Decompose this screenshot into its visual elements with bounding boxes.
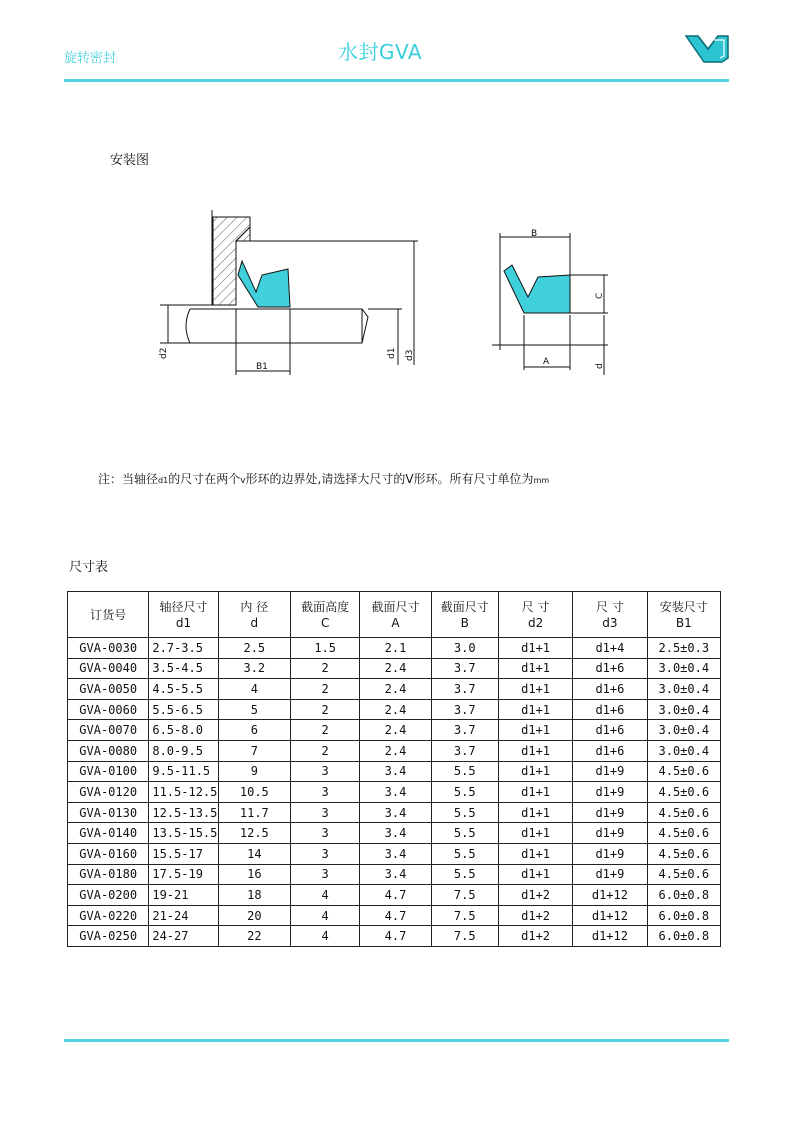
table-cell: 2.5 [218,638,290,659]
table-cell: 2 [291,658,360,679]
label-d1: d1 [387,347,397,359]
table-cell: GVA-0220 [68,905,149,926]
table-cell: 17.5-19 [149,864,218,885]
table-cell: 2 [291,699,360,720]
table-row [68,658,721,679]
table-cell: 2.7-3.5 [149,638,218,659]
table-cell: 4.5±0.6 [647,864,720,885]
table-cell: 2 [291,740,360,761]
table-cell: 2.4 [360,679,431,700]
table-cell: 1.5 [291,638,360,659]
table-cell: GVA-0200 [68,885,149,906]
table-cell: 3 [291,823,360,844]
note-prefix: 注：当轴径 [98,472,159,486]
table-cell: 20 [218,905,290,926]
table-cell: 4.5±0.6 [647,823,720,844]
table-cell: 5.5 [431,843,498,864]
table-cell: GVA-0070 [68,720,149,741]
table-cell: 3 [291,782,360,803]
table-cell: 10.5 [218,782,290,803]
table-cell: 3.7 [431,679,498,700]
table-cell: 2 [291,679,360,700]
table-cell: 4.7 [360,905,431,926]
table-cell: 3 [291,864,360,885]
table-cell: GVA-0140 [68,823,149,844]
table-cell: 7.5 [431,905,498,926]
header-cell: 安装尺寸 B1 [647,592,720,638]
table-cell: 3.4 [360,761,431,782]
table-cell: 3.0±0.4 [647,740,720,761]
table-cell: 6.0±0.8 [647,905,720,926]
table-cell: 11.5-12.5 [149,782,218,803]
table-cell: 7 [218,740,290,761]
table-row [68,905,721,926]
table-cell: d1+12 [573,885,647,906]
table-cell: d1+2 [498,905,572,926]
table-cell: 5.5 [431,864,498,885]
installed-seal [238,261,290,307]
installation-title: 安装图 [110,153,150,168]
header-cell: 轴径尺寸 d1 [149,592,218,638]
table-cell: d1+1 [498,638,572,659]
table-cell: 7.5 [431,926,498,947]
label-d: d [595,363,605,369]
table-cell: d1+9 [573,782,647,803]
table-cell: 3.4 [360,802,431,823]
table-cell: GVA-0080 [68,740,149,761]
table-cell: 3.5-4.5 [149,658,218,679]
table-cell: 3 [291,761,360,782]
header-cell: 尺 寸 d3 [573,592,647,638]
note-mid: 的尺寸在两个 [168,472,241,486]
table-cell: 19-21 [149,885,218,906]
table-cell: 8.0-9.5 [149,740,218,761]
table-cell: 4 [291,926,360,947]
table-cell: GVA-0040 [68,658,149,679]
table-cell: d1+1 [498,658,572,679]
table-cell: 16 [218,864,290,885]
table-cell: GVA-0180 [68,864,149,885]
table-cell: GVA-0100 [68,761,149,782]
table-cell: d1+12 [573,905,647,926]
note [98,470,549,487]
table-cell: d1+9 [573,843,647,864]
table-cell: d1+1 [498,864,572,885]
section-seal [504,265,570,313]
table-cell: d1+9 [573,761,647,782]
table-cell: GVA-0060 [68,699,149,720]
table-row [68,761,721,782]
table-cell: GVA-0250 [68,926,149,947]
table-cell: 5.5 [431,823,498,844]
header-cell: 截面高度 C [291,592,360,638]
table-cell: GVA-0050 [68,679,149,700]
table-cell: 4.5-5.5 [149,679,218,700]
installation-diagram [150,205,620,380]
table-cell: 14 [218,843,290,864]
table-cell: d1+9 [573,823,647,844]
table-cell: 2.4 [360,699,431,720]
table-cell: 4.7 [360,926,431,947]
table-cell: 3.0±0.4 [647,679,720,700]
page-title: 水封GVA [338,40,423,64]
table-cell: 9 [218,761,290,782]
table-cell: 21-24 [149,905,218,926]
table-cell: 4.7 [360,885,431,906]
table-row [68,720,721,741]
table-cell: d1+1 [498,699,572,720]
table-cell: 5.5 [431,802,498,823]
table-cell: 4.5±0.6 [647,843,720,864]
table-cell: 3.7 [431,740,498,761]
table-cell: 3.4 [360,864,431,885]
table-cell: 3.0±0.4 [647,699,720,720]
table-cell: d1+1 [498,782,572,803]
header-rule [64,79,729,82]
table-cell: 5 [218,699,290,720]
note-unit: mm [533,476,550,485]
table-cell: 3.4 [360,823,431,844]
table-cell: 3 [291,843,360,864]
table-cell: 2.4 [360,720,431,741]
table-cell: 2.1 [360,638,431,659]
dimension-table [67,591,721,947]
table-cell: d1+9 [573,802,647,823]
table-cell: 5.5 [431,782,498,803]
table-row [68,843,721,864]
label-d2: d2 [159,347,169,359]
table-cell: GVA-0130 [68,802,149,823]
table-cell: 3 [291,802,360,823]
table-cell: 2.4 [360,740,431,761]
label-c: C [595,292,605,299]
table-row [68,782,721,803]
table-cell: d1+12 [573,926,647,947]
table-cell: 3.7 [431,720,498,741]
table-cell: d1+1 [498,761,572,782]
table-cell: 15.5-17 [149,843,218,864]
table-row [68,740,721,761]
table-cell: d1+2 [498,885,572,906]
table-row [68,638,721,659]
note-d1: d1 [158,476,169,485]
table-cell: 3.0±0.4 [647,720,720,741]
table-cell: 3.7 [431,699,498,720]
table-cell: 6 [218,720,290,741]
header-cell: 订货号 [68,592,149,638]
table-cell: 4 [218,679,290,700]
table-row [68,823,721,844]
table-cell: 5.5 [431,761,498,782]
table-cell: d1+1 [498,802,572,823]
table-cell: 11.7 [218,802,290,823]
label-a: A [543,357,550,367]
label-b1: B1 [256,362,268,372]
table-row [68,926,721,947]
table-cell: GVA-0030 [68,638,149,659]
header-cell: 截面尺寸 B [431,592,498,638]
table-cell: d1+2 [498,926,572,947]
table-cell: 3.0±0.4 [647,658,720,679]
table-title: 尺寸表 [69,560,109,575]
label-d3: d3 [405,349,415,361]
table-cell: GVA-0160 [68,843,149,864]
table-cell: d1+6 [573,658,647,679]
table-cell: 2.5±0.3 [647,638,720,659]
table-header-row [68,592,721,638]
table-cell: 5.5-6.5 [149,699,218,720]
table-cell: d1+4 [573,638,647,659]
table-row [68,679,721,700]
table-cell: 3.2 [218,658,290,679]
table-cell: d1+6 [573,740,647,761]
table-cell: 3.4 [360,843,431,864]
note-rest: 形环的边界处,请选择大尺寸的V形环。所有尺寸单位为 [245,472,534,486]
table-cell: 3.4 [360,782,431,803]
table-cell: 2.4 [360,658,431,679]
header-cell: 尺 寸 d2 [498,592,572,638]
table-cell: d1+1 [498,679,572,700]
table-cell: 7.5 [431,885,498,906]
table-cell: 4.5±0.6 [647,782,720,803]
table-cell: 4 [291,885,360,906]
header-cell: 截面尺寸 A [360,592,431,638]
table-row [68,802,721,823]
table-cell: 4 [291,905,360,926]
v-seal-logo-icon [684,32,730,64]
table-row [68,864,721,885]
table-cell: 13.5-15.5 [149,823,218,844]
table-cell: 2 [291,720,360,741]
table-cell: GVA-0120 [68,782,149,803]
table-body [68,638,721,947]
table-cell: d1+6 [573,679,647,700]
table-row [68,699,721,720]
note-v: v [240,476,246,486]
header-cell: 内 径 d [218,592,290,638]
table-cell: d1+1 [498,740,572,761]
table-cell: d1+6 [573,699,647,720]
table-cell: d1+1 [498,843,572,864]
table-cell: 6.0±0.8 [647,926,720,947]
table-cell: 12.5-13.5 [149,802,218,823]
table-cell: 4.5±0.6 [647,761,720,782]
table-cell: d1+9 [573,864,647,885]
table-cell: 18 [218,885,290,906]
table-cell: 9.5-11.5 [149,761,218,782]
header-category: 旋转密封 [64,51,117,66]
table-cell: d1+6 [573,720,647,741]
table-cell: 6.0±0.8 [647,885,720,906]
table-cell: 24-27 [149,926,218,947]
table-cell: 6.5-8.0 [149,720,218,741]
table-cell: d1+1 [498,720,572,741]
table-cell: 3.7 [431,658,498,679]
table-cell: 12.5 [218,823,290,844]
table-cell: 22 [218,926,290,947]
table-cell: d1+1 [498,823,572,844]
label-b: B [531,229,538,239]
table-row [68,885,721,906]
table-cell: 3.0 [431,638,498,659]
footer-rule [64,1039,729,1042]
table-cell: 4.5±0.6 [647,802,720,823]
